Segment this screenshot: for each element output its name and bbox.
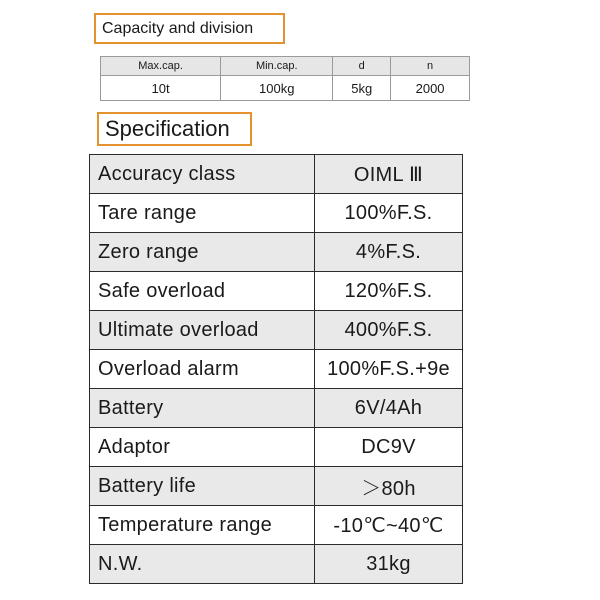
spec-value: 100%F.S. — [315, 194, 463, 233]
capacity-value-cell: 2000 — [391, 76, 470, 101]
spec-value: 100%F.S.+9e — [315, 350, 463, 389]
spec-row — [90, 233, 463, 272]
spec-label: Accuracy class — [90, 155, 315, 194]
spec-value: 6V/4Ah — [315, 389, 463, 428]
spec-label: Battery — [90, 389, 315, 428]
spec-value: 4%F.S. — [315, 233, 463, 272]
spec-label: Safe overload — [90, 272, 315, 311]
capacity-header-row — [101, 57, 470, 76]
spec-row — [90, 272, 463, 311]
capacity-header-cell: d — [333, 57, 391, 76]
spec-label: Tare range — [90, 194, 315, 233]
spec-row — [90, 389, 463, 428]
capacity-header-cell: Max.cap. — [101, 57, 221, 76]
spec-row — [90, 428, 463, 467]
spec-row — [90, 545, 463, 584]
spec-label: N.W. — [90, 545, 315, 584]
spec-label: Overload alarm — [90, 350, 315, 389]
spec-label: Temperature range — [90, 506, 315, 545]
spec-label: Adaptor — [90, 428, 315, 467]
spec-value: 31kg — [315, 545, 463, 584]
capacity-section-title — [94, 13, 285, 44]
spec-value: OIML Ⅲ — [315, 155, 463, 194]
capacity-table — [100, 56, 470, 101]
spec-value: 120%F.S. — [315, 272, 463, 311]
spec-row — [90, 506, 463, 545]
spec-row — [90, 194, 463, 233]
capacity-value-row — [101, 76, 470, 101]
spec-label: Battery life — [90, 467, 315, 506]
spec-row — [90, 311, 463, 350]
spec-value: -10℃~40℃ — [315, 506, 463, 545]
specification-table — [89, 154, 463, 584]
spec-row — [90, 155, 463, 194]
spec-value: 400%F.S. — [315, 311, 463, 350]
capacity-value-cell: 10t — [101, 76, 221, 101]
spec-label: Ultimate overload — [90, 311, 315, 350]
specification-section-title — [97, 112, 252, 146]
specification-title-text: Specification — [105, 116, 230, 141]
capacity-title-text: Capacity and division — [102, 19, 254, 37]
spec-value: DC9V — [315, 428, 463, 467]
capacity-header-cell: n — [391, 57, 470, 76]
spec-row — [90, 467, 463, 506]
capacity-header-cell: Min.cap. — [221, 57, 333, 76]
spec-label: Zero range — [90, 233, 315, 272]
spec-value: ＞80h — [315, 467, 463, 506]
capacity-value-cell: 5kg — [333, 76, 391, 101]
spec-row — [90, 350, 463, 389]
capacity-value-cell: 100kg — [221, 76, 333, 101]
